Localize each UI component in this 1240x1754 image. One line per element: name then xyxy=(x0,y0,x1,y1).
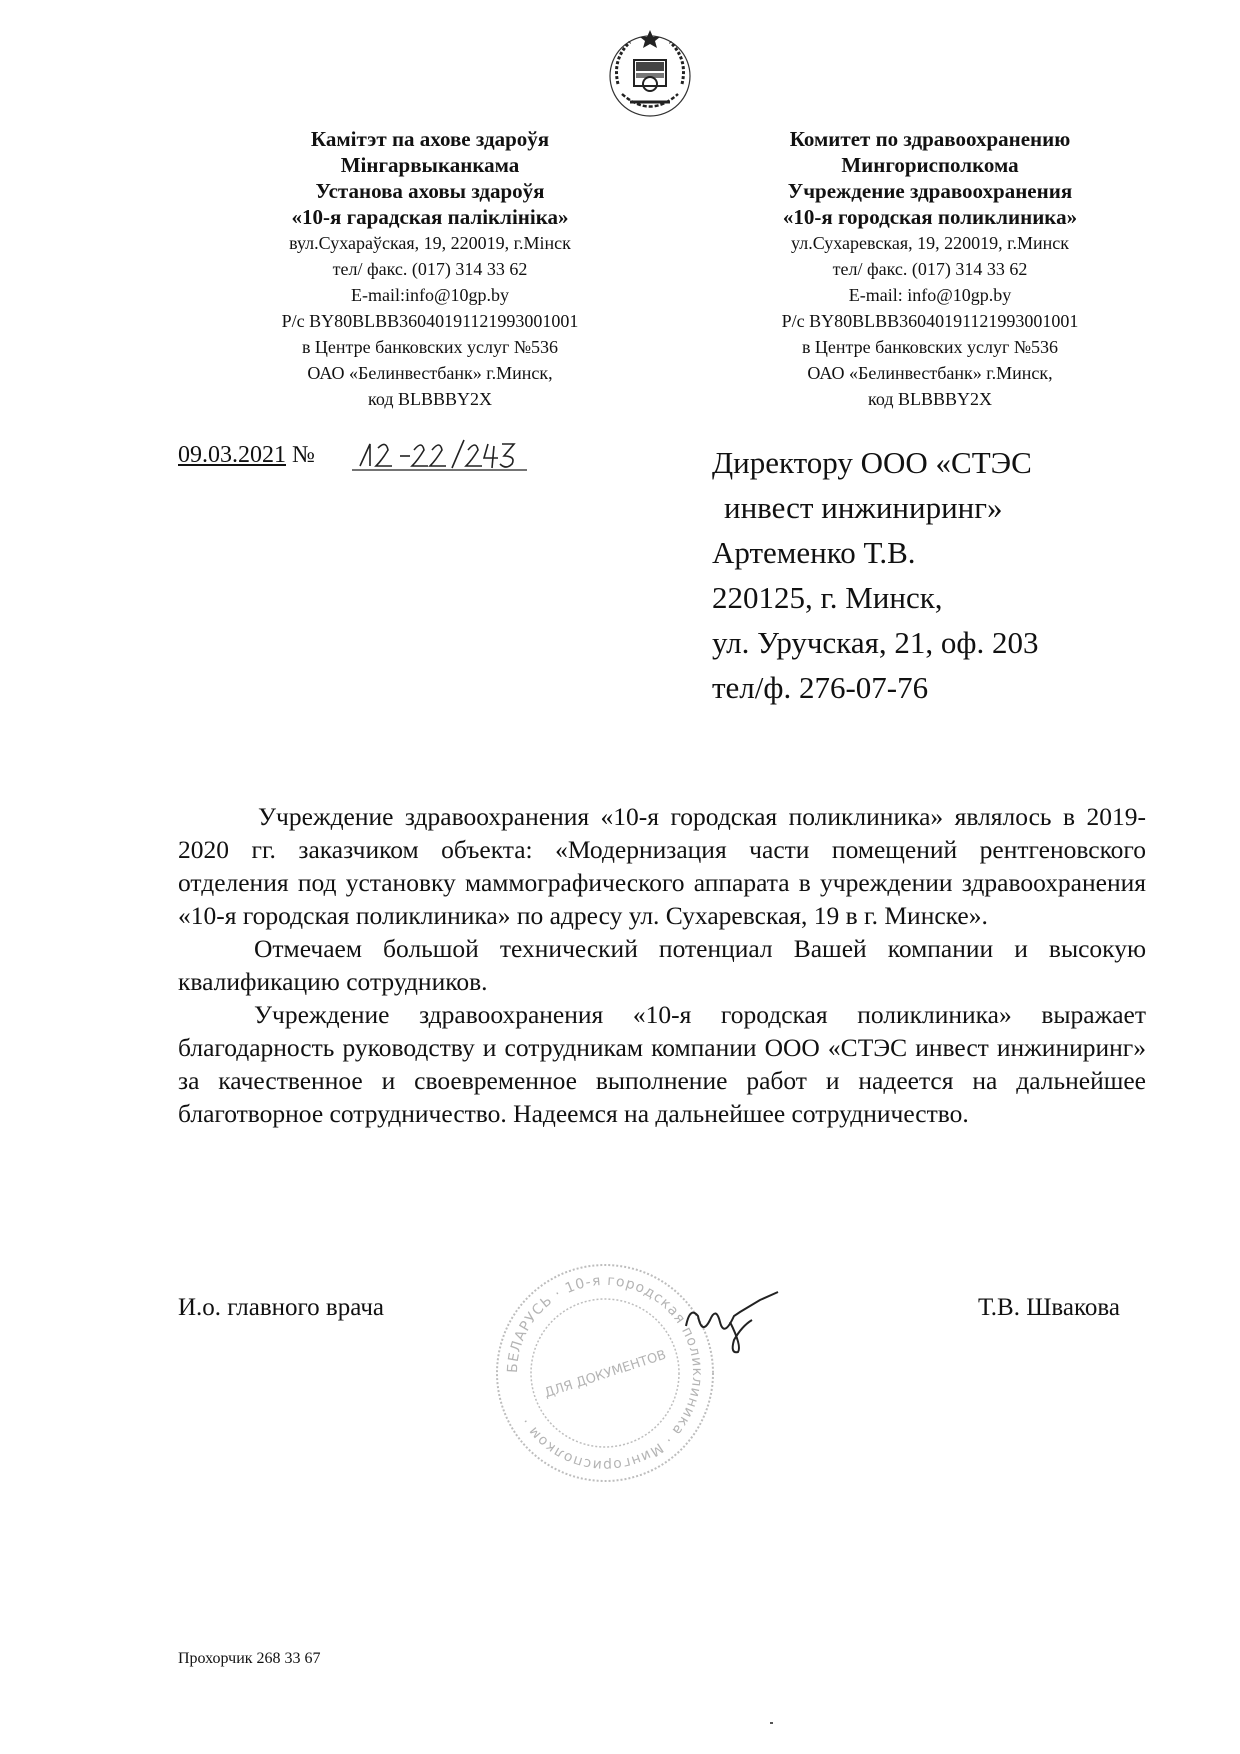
org-line-4: «10-я городская поликлиника» xyxy=(782,205,1078,229)
org-line-4: «10-я гарадская паліклініка» xyxy=(291,205,569,229)
org-account: Р/с BY80BLBB36040191121993001001 xyxy=(781,311,1079,331)
org-bank-1: в Центре банковских услуг №536 xyxy=(801,337,1059,357)
addressee-line-1: Директору ООО «СТЭС xyxy=(712,445,1032,480)
handwritten-registration-number xyxy=(352,436,532,476)
org-email: E-mail: info@10gp.by xyxy=(848,285,1012,305)
letter-body xyxy=(178,800,1146,1130)
body-paragraph-1: Учреждение здравоохранения «10-я городская поликлиника» являлось в 2019-2020 гг. заказчиком объекта: «Модернизация части помещений рентгеновского отделения под установку маммографического аппарата в учреждении здравоохранения «10-я городская поликлиника» по адресу ул. Сухаревская, 19 в г. Минске». xyxy=(178,802,1146,930)
header-belarusian xyxy=(200,126,660,412)
stamp-ring-text: БЕЛАРУСЬ · 10-я городская поликлиника · Мингорисполком · xyxy=(504,1272,706,1474)
org-phone: тел/ факс. (017) 314 33 62 xyxy=(832,259,1028,279)
org-bank-2: ОАО «Белинвестбанк» г.Минск, xyxy=(307,363,553,383)
addressee-line-2: инвест инжиниринг» xyxy=(724,490,1003,525)
org-bank-2: ОАО «Белинвестбанк» г.Минск, xyxy=(807,363,1053,383)
registration-date: 09.03.2021 xyxy=(178,442,286,468)
handwritten-signature xyxy=(680,1286,790,1356)
org-line-2: Мингорисполкома xyxy=(841,153,1019,177)
org-line-1: Комитет по здравоохранению xyxy=(789,127,1071,151)
header-russian xyxy=(688,126,1172,412)
number-sign: № xyxy=(292,442,315,468)
org-line-3: Установа аховы здароўя xyxy=(315,179,545,203)
addressee-line-5: ул. Уручская, 21, оф. 203 xyxy=(712,625,1039,660)
org-line-2: Мінгарвыканкама xyxy=(340,153,520,177)
addressee-line-3: Артеменко Т.В. xyxy=(712,535,916,570)
org-address: вул.Сухараўская, 19, 220019, г.Мінск xyxy=(289,233,571,253)
org-phone: тел/ факс. (017) 314 33 62 xyxy=(332,259,528,279)
registration-line xyxy=(178,442,315,469)
addressee-line-6: тел/ф. 276-07-76 xyxy=(712,670,929,705)
org-address: ул.Сухаревская, 19, 220019, г.Минск xyxy=(791,233,1069,253)
org-bank-code: код BLBBBY2X xyxy=(368,389,492,409)
stamp-center-text: ДЛЯ ДОКУМЕНТОВ xyxy=(542,1347,669,1402)
org-bank-code: код BLBBBY2X xyxy=(868,389,992,409)
body-paragraph-2: Отмечаем большой технический потенциал Вашей компании и высокую квалификацию сотрудников. xyxy=(178,934,1146,996)
body-paragraph-3: Учреждение здравоохранения «10-я городская поликлиника» выражает благодарность руководству и сотрудникам компании ООО «СТЭС инвест инжиниринг» за качественное и своевременное выполнение работ и надеется на дальнейшее благотворное сотрудничество. Надеемся на дальнейшее сотрудничество. xyxy=(178,1000,1146,1128)
org-bank-1: в Центре банковских услуг №536 xyxy=(301,337,559,357)
scan-speck xyxy=(770,1722,773,1724)
org-line-1: Камітэт па ахове здароўя xyxy=(310,127,550,151)
signatory-name: Т.В. Швакова xyxy=(978,1294,1120,1321)
executor-contact: Прохорчик 268 33 67 xyxy=(178,1650,321,1667)
addressee-line-4: 220125, г. Минск, xyxy=(712,580,943,615)
state-emblem-icon xyxy=(600,24,700,124)
signatory-position: И.о. главного врача xyxy=(178,1294,384,1321)
org-account: Р/с BY80BLBB36040191121993001001 xyxy=(281,311,579,331)
addressee-block xyxy=(712,440,1038,710)
org-email: E-mail:info@10gp.by xyxy=(350,285,510,305)
org-line-3: Учреждение здравоохранения xyxy=(787,179,1073,203)
